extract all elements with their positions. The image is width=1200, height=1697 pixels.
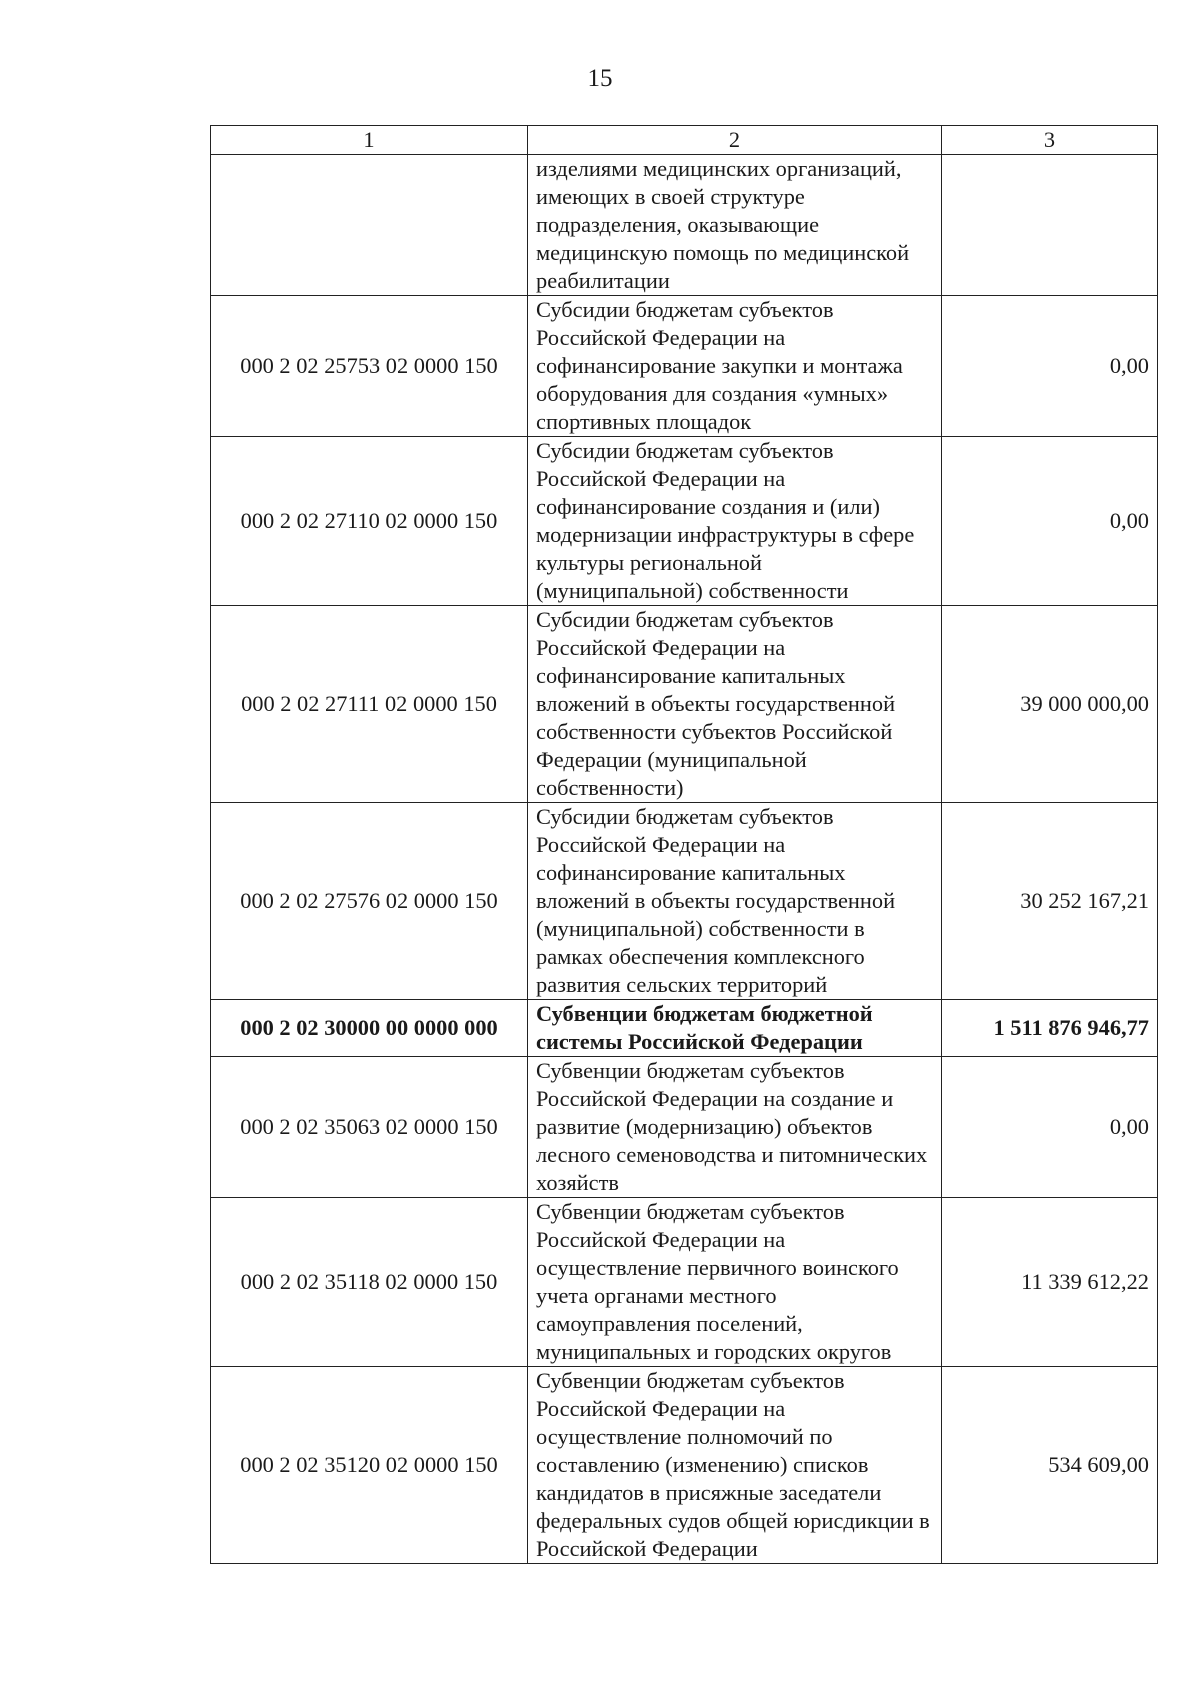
page-number: 15 — [587, 65, 613, 92]
table-row — [211, 1000, 1158, 1057]
table-header-row — [211, 126, 1158, 155]
budget-table — [210, 125, 1158, 1564]
amount-cell: 11 339 612,22 — [942, 1198, 1158, 1367]
table-row — [211, 155, 1158, 296]
description-cell: Субсидии бюджетам субъектов Российской Федерации на софинансирование капитальных вложений в объекты государственной (муниципальной) собственности в рамках обеспечения комплексного развития сельских территорий — [528, 803, 942, 1000]
description-cell: Субсидии бюджетам субъектов Российской Федерации на софинансирование создания и (или) модернизации инфраструктуры в сфере культуры региональной (муниципальной) собственности — [528, 437, 942, 606]
amount-cell: 0,00 — [942, 1057, 1158, 1198]
table-row — [211, 606, 1158, 803]
amount-cell: 534 609,00 — [942, 1367, 1158, 1564]
amount-cell: 39 000 000,00 — [942, 606, 1158, 803]
description-cell: Субсидии бюджетам субъектов Российской Федерации на софинансирование закупки и монтажа оборудования для создания «умных» спортивных площадок — [528, 296, 942, 437]
budget-code-cell: 000 2 02 25753 02 0000 150 — [211, 296, 528, 437]
table-row — [211, 437, 1158, 606]
budget-code-cell: 000 2 02 27111 02 0000 150 — [211, 606, 528, 803]
budget-code-cell: 000 2 02 27110 02 0000 150 — [211, 437, 528, 606]
table-row — [211, 1198, 1158, 1367]
budget-code-cell: 000 2 02 27576 02 0000 150 — [211, 803, 528, 1000]
amount-cell: 0,00 — [942, 437, 1158, 606]
budget-code-cell: 000 2 02 30000 00 0000 000 — [211, 1000, 528, 1057]
budget-code-cell: 000 2 02 35063 02 0000 150 — [211, 1057, 528, 1198]
header-column-2: 2 — [528, 126, 942, 155]
description-cell: Субвенции бюджетам бюджетной системы Российской Федерации — [528, 1000, 942, 1057]
description-cell: Субвенции бюджетам субъектов Российской Федерации на создание и развитие (модернизацию) объектов лесного семеноводства и питомнических хозяйств — [528, 1057, 942, 1198]
header-column-3: 3 — [942, 126, 1158, 155]
header-column-1: 1 — [211, 126, 528, 155]
amount-cell: 30 252 167,21 — [942, 803, 1158, 1000]
budget-code-cell: 000 2 02 35118 02 0000 150 — [211, 1198, 528, 1367]
description-cell: Субсидии бюджетам субъектов Российской Федерации на софинансирование капитальных вложений в объекты государственной собственности субъектов Российской Федерации (муниципальной собственности) — [528, 606, 942, 803]
budget-code-cell — [211, 155, 528, 296]
description-cell: изделиями медицинских организаций, имеющих в своей структуре подразделения, оказывающие медицинскую помощь по медицинской реабилитации — [528, 155, 942, 296]
table-row — [211, 296, 1158, 437]
table-row — [211, 803, 1158, 1000]
amount-cell — [942, 155, 1158, 296]
budget-code-cell: 000 2 02 35120 02 0000 150 — [211, 1367, 528, 1564]
table-row — [211, 1367, 1158, 1564]
description-cell: Субвенции бюджетам субъектов Российской Федерации на осуществление полномочий по составлению (изменению) списков кандидатов в присяжные заседатели федеральных судов общей юрисдикции в Российской Федерации — [528, 1367, 942, 1564]
description-cell: Субвенции бюджетам субъектов Российской Федерации на осуществление первичного воинского учета органами местного самоуправления поселений, муниципальных и городских округов — [528, 1198, 942, 1367]
table-row — [211, 1057, 1158, 1198]
amount-cell: 0,00 — [942, 296, 1158, 437]
amount-cell: 1 511 876 946,77 — [942, 1000, 1158, 1057]
